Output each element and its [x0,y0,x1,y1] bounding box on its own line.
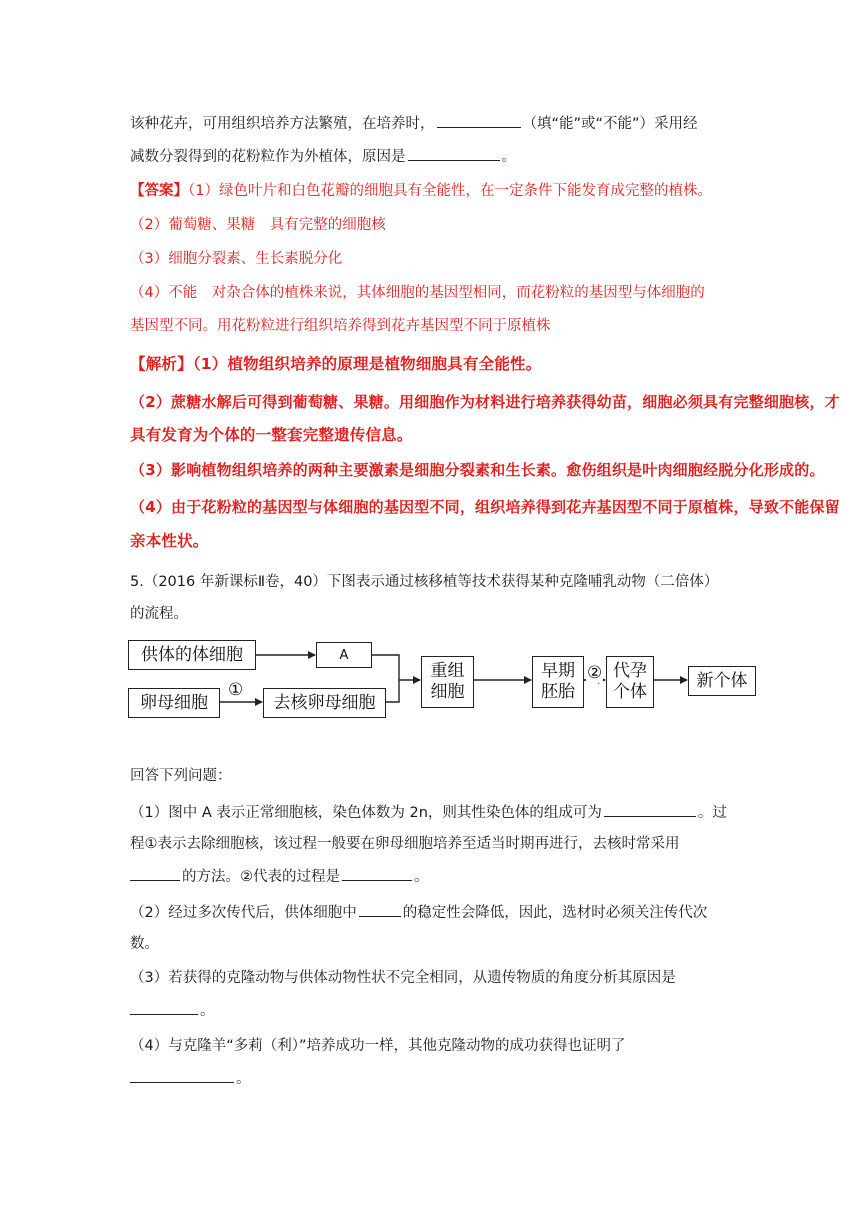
surrogate-label-2: 个体 [613,682,647,702]
analysis-tag: 【解析】 [130,355,193,373]
q3-line-1: （3）若获得的克隆动物与供体动物性状不完全相同，从遗传物质的角度分析其原因是 [130,970,676,986]
q1-line-2: 程①表示去除细胞核，该过程一般要在卵母细胞培养至适当时期再进行，去核时常采用 [130,836,680,852]
q1-text-3c: 。 [414,869,429,885]
question-5-line-2: 的流程。 [130,606,188,622]
answer-blank [342,866,412,881]
q2-text-1a: （2）经过多次传代后，供体细胞中 [130,905,357,921]
analysis-line-1 [130,353,541,375]
analysis-item-3: （3）影响植物组织培养的两种主要激素是细胞分裂素和生长素。愈伤组织是叶肉细胞经脱分化形成的。 [130,461,825,479]
q3-line-2 [130,1000,215,1021]
questions-prompt: 回答下列问题： [130,768,232,784]
analysis-item-2-line-1: （2）蔗糖水解后可得到葡萄糖、果糖。用细胞作为材料进行培养获得幼苗，细胞必须具有完整细胞核，才 [130,393,840,411]
intro-text-2a: 减数分裂得到的花粉粒作为外植体，原因是 [130,149,406,165]
intro-text-2b: 。 [501,149,516,165]
answer-item-1: （1）绿色叶片和白色花瓣的细胞具有全能性，在一定条件下能发育成完整的植株。 [188,183,712,199]
analysis-item-1: （1）植物组织培养的原理是植物细胞具有全能性。 [192,355,542,373]
reconstructed-label-2: 细胞 [430,682,465,702]
answer-item-3: （3）细胞分裂素、生长素脱分化 [130,251,343,267]
q1-text-1b: 。过 [697,805,727,821]
q1-text-3b: 的方法。②代表的过程是 [182,869,340,885]
answer-item-2: （2）葡萄糖、果糖 具有完整的细胞核 [130,217,386,233]
early-embryo-label-1: 早期 [541,661,575,681]
step-2-label: ② [587,663,603,683]
egg-cell-box: 卵母细胞 [128,688,220,718]
answer-blank [130,1068,234,1083]
surrogate-label-1: 代孕 [613,661,647,681]
q4-line-1: （4）与克隆羊“多莉（利）”培养成功一样，其他克隆动物的成功获得也证明了 [130,1038,626,1054]
answer-blank [437,113,521,128]
surrogate-box [606,656,654,708]
q4-text-2b: 。 [236,1071,251,1087]
q3-text-2b: 。 [200,1003,215,1019]
early-embryo-box [532,656,584,708]
reconstructed-cell-box [421,656,474,708]
a-box: A [316,642,372,668]
analysis-item-4-line-2: 亲本性状。 [130,532,209,550]
reconstructed-label-1: 重组 [430,661,465,681]
cloning-flow-diagram [122,630,762,722]
q1-line-3 [130,866,429,887]
answer-blank [604,802,696,817]
analysis-item-2-line-2: 具有发育为个体的一整套完整遗传信息。 [130,426,413,444]
step-1-label: ① [228,680,244,700]
answer-blank [130,866,180,881]
answer-blank [408,146,500,161]
answer-item-4-line-2: 基因型不同。用花粉粒进行组织培养得到花卉基因型不同于原植株 [130,318,551,334]
intro-line-1 [130,113,698,134]
intro-text-1b: （填“能”或“不能”）采用经 [522,116,698,132]
new-individual-box: 新个体 [688,666,756,696]
intro-line-2 [130,146,516,167]
q2-line-2: 数。 [130,936,159,952]
analysis-item-4-line-1: （4）由于花粉粒的基因型与体细胞的基因型不同，组织培养得到花卉基因型不同于原植株，导致不能保留 [130,498,840,516]
q2-text-1b: 的稳定性会降低，因此，选材时必须关注传代次 [402,905,708,921]
intro-text-1a: 该种花卉，可用组织培养方法繁殖，在培养时， [130,116,435,132]
enucleated-egg-box: 去核卵母细胞 [263,688,386,718]
question-5-line-1: 5.（2016 年新课标Ⅱ卷，40）下图表示通过核移植等技术获得某种克隆哺乳动物（二倍体） [130,574,719,590]
early-embryo-label-2: 胚胎 [541,682,575,702]
answer-blank [359,902,401,917]
q4-line-2 [130,1068,251,1089]
donor-cell-box: 供体的体细胞 [128,640,256,670]
answer-blank [130,1000,198,1015]
q1-text-1a: （1）图中 A 表示正常细胞核，染色体数为 2n，则其性染色体的组成可为 [130,805,602,821]
q1-line-1 [130,802,727,823]
q2-line-1 [130,902,707,923]
answer-tag: 【答案】 [130,183,188,199]
answer-line-1 [130,181,712,201]
answer-item-4-line-1: （4）不能 对杂合体的植株来说，其体细胞的基因型相同，而花粉粒的基因型与体细胞的 [130,285,705,301]
